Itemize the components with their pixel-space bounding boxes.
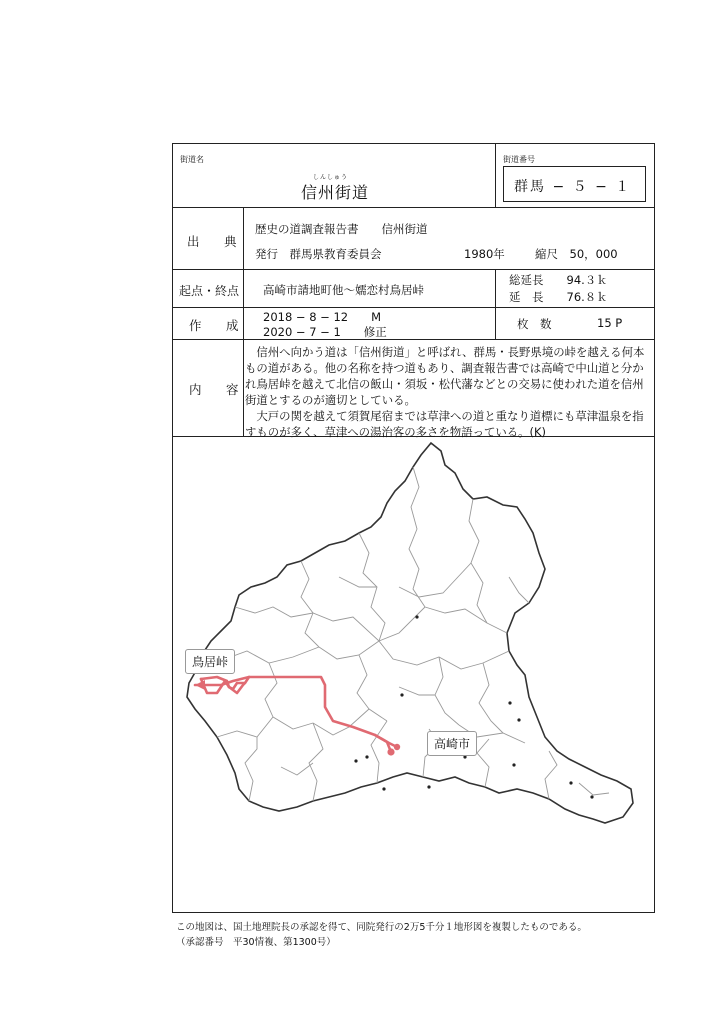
route-map [173,437,653,911]
approval-number: （承認番号 平30情複、第1300号） [176,937,336,948]
source-year: 1980年 [464,247,505,261]
torii-pass-label: 鳥居峠 [185,649,235,674]
source-label: 出 典 [187,234,243,249]
route-name-label: 街道名 [180,155,204,164]
revised-date: 2020 − 7 − 1 修正 [263,325,387,339]
route-sheet [172,143,655,913]
contents-paragraph-2: 大戸の関を越えて須賀尾宿までは草津への道と重なり道標にも草津温泉を指すものが多く、草津への湯治客の多さを物語っている。(K) [245,409,644,439]
municipal-boundaries [203,467,609,801]
prefecture-map [173,437,653,911]
total-length: 総延長 94.３ｋ [509,273,608,287]
contents-row [173,340,654,437]
endpoints-row [173,270,654,308]
created-row [173,308,654,340]
route-number-box [503,166,646,202]
route-arrow-icon [195,680,205,690]
source-publisher: 発行 群馬県教育委員会 [255,247,382,261]
pages-value: 15 P [597,316,623,330]
created-label: 作 成 [189,318,245,333]
source-row [173,208,654,270]
contents-label: 内 容 [189,382,245,397]
map-credit: この地図は、国土地理院長の承認を得て、同院発行の2万5千分１地形図を複製したものである。 [176,922,587,933]
town-markers [354,615,593,798]
route-number: 群馬 − ５ − １ [514,179,632,195]
route-name-ruby: しんしゅう [313,174,349,181]
contents-paragraph-1: 信州へ向かう道は「信州街道」と呼ばれ、群馬・長野県境の峠を越える何本もの道がある。他の名称を持つ道もあり、調査報告書では高崎で中山道と分かれ鳥居峠を越えて北信の飯山・須坂・松代藩などとの交易に使われた道を信州街道とするのが適切としている。 [245,345,645,407]
created-date: 2018 − 8 − 12 M [263,310,382,324]
header-row [173,144,654,208]
endpoints-value: 高崎市請地町他～嬬恋村鳥居峠 [263,283,424,297]
pages-label: 枚 数 [517,317,552,331]
route-branch-marker-icon [394,744,400,750]
prefecture-outline [187,443,633,823]
route-start-marker-icon [387,748,394,755]
length: 延 長 76.８ｋ [509,290,608,304]
source-title: 歴史の道調査報告書 信州街道 [255,222,428,236]
endpoints-label: 起点・終点 [179,284,240,298]
takasaki-label: 高崎市 [427,731,477,756]
contents-text [245,344,645,440]
route-line [195,677,397,752]
route-number-label: 街道番号 [503,155,535,164]
route-name: 信州街道 [301,183,370,202]
source-scale: 縮尺 50，000 [535,247,618,261]
